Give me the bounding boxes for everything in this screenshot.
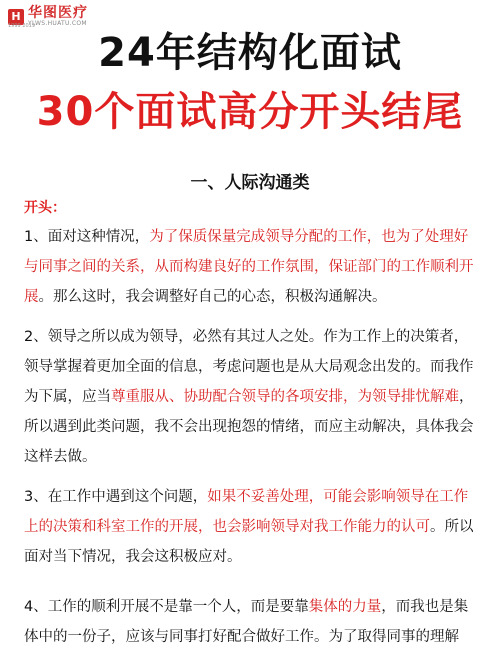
paragraph-2 xyxy=(24,322,476,472)
paragraph-2-tail: ，所以遇到此类问题，我不会出现抱怨的情绪，而应主动解决，具体我会这样去做。 xyxy=(24,389,474,465)
paragraph-4-tail: ，而我也是集体中的一份子，应该与同事打好配合做好工作。为了取得同事的理解 xyxy=(24,599,469,645)
brand-text xyxy=(28,6,88,27)
paragraph-2-text: 2、领导之所以成为领导，必然有其过人之处。作为工作上的决策者，领导掌握着更加全面的信息，考虑问题也是从大局观念出发的。而我作为下属，应当 xyxy=(24,329,474,405)
paragraph-3-highlight: 如果不妥善处理，可能会影响领导在工作上的决策和科室工作的开展，也会影响领导对我工作能力的认可 xyxy=(24,489,469,535)
paragraph-1-tail: 。那么这时，我会调整好自己的心态，积极沟通解决。 xyxy=(38,289,387,305)
paragraph-4-highlight: 集体的力量 xyxy=(308,599,382,615)
paragraph-1-highlight: 为了保质保量完成领导分配的工作，也为了处理好与同事之间的关系，从而构建良好的工作氛围，保证部门的工作顺利开展 xyxy=(24,229,474,305)
paragraph-2-highlight: 尊重服从、协助配合领导的各项安排，为领导排忧解难 xyxy=(111,389,459,405)
paragraph-4 xyxy=(24,592,476,652)
opening-label: 开头： xyxy=(24,200,66,216)
page-subtitle: 30个面试高分开头结尾 xyxy=(36,89,464,135)
section-heading: 一、人际沟通类 xyxy=(190,173,310,193)
brand-url: YLWS.HUATU.COM xyxy=(28,20,87,27)
paragraph-3-text: 3、在工作中遇到这个问题， xyxy=(24,489,208,505)
paragraph-1-text: 1、面对这种情况， xyxy=(24,229,150,245)
brand-sub: 1999 2019 xyxy=(8,23,36,29)
page-title: 24年结构化面试 xyxy=(98,30,402,76)
brand-mark-icon: H xyxy=(8,9,24,25)
paragraph-3 xyxy=(24,482,476,572)
brand-name: 华图医疗 xyxy=(28,5,88,21)
paragraph-1 xyxy=(24,222,476,312)
paragraph-3-tail: 。所以面对当下情况，我会这积极应对。 xyxy=(24,519,474,565)
paragraph-4-text: 4、工作的顺利开展不是靠一个人，而是要靠 xyxy=(24,599,309,615)
